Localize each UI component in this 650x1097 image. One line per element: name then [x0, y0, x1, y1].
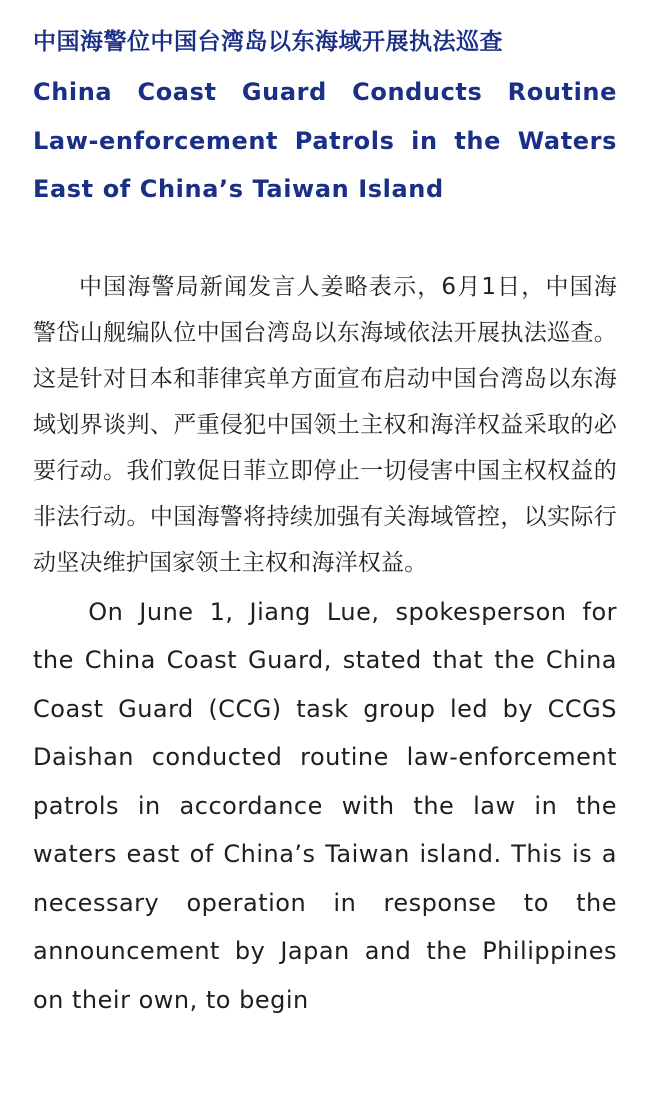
- article-paragraph-chinese: 中国海警局新闻发言人姜略表示，6月1日，中国海警岱山舰编队位中国台湾岛以东海域依法开展执法巡查。这是针对日本和菲律宾单方面宣布启动中国台湾岛以东海域划界谈判、严重侵犯中国领土主权和海洋权益采取的必要行动。我们敦促日菲立即停止一切侵害中国主权权益的非法行动。中国海警将持续加强有关海域管控，以实际行动坚决维护国家领土主权和海洋权益。: [33, 273, 617, 576]
- article-title-english: China Coast Guard Conducts Routine Law-enforcement Patrols in the Waters East of China’s Taiwan Island: [33, 78, 617, 203]
- article-paragraph-english: On June 1, Jiang Lue, spokesperson for the China Coast Guard, stated that the China Coast Guard (CCG) task group led by CCGS Daishan conducted routine law-enforcement patrols in accordance with the law in the waters east of China’s Taiwan island. This is a necessary operation in response to the announcement by Japan and the Philippines on their own, to begin: [33, 597, 617, 1014]
- article-title-chinese: 中国海警位中国台湾岛以东海域开展执法巡查: [33, 29, 503, 55]
